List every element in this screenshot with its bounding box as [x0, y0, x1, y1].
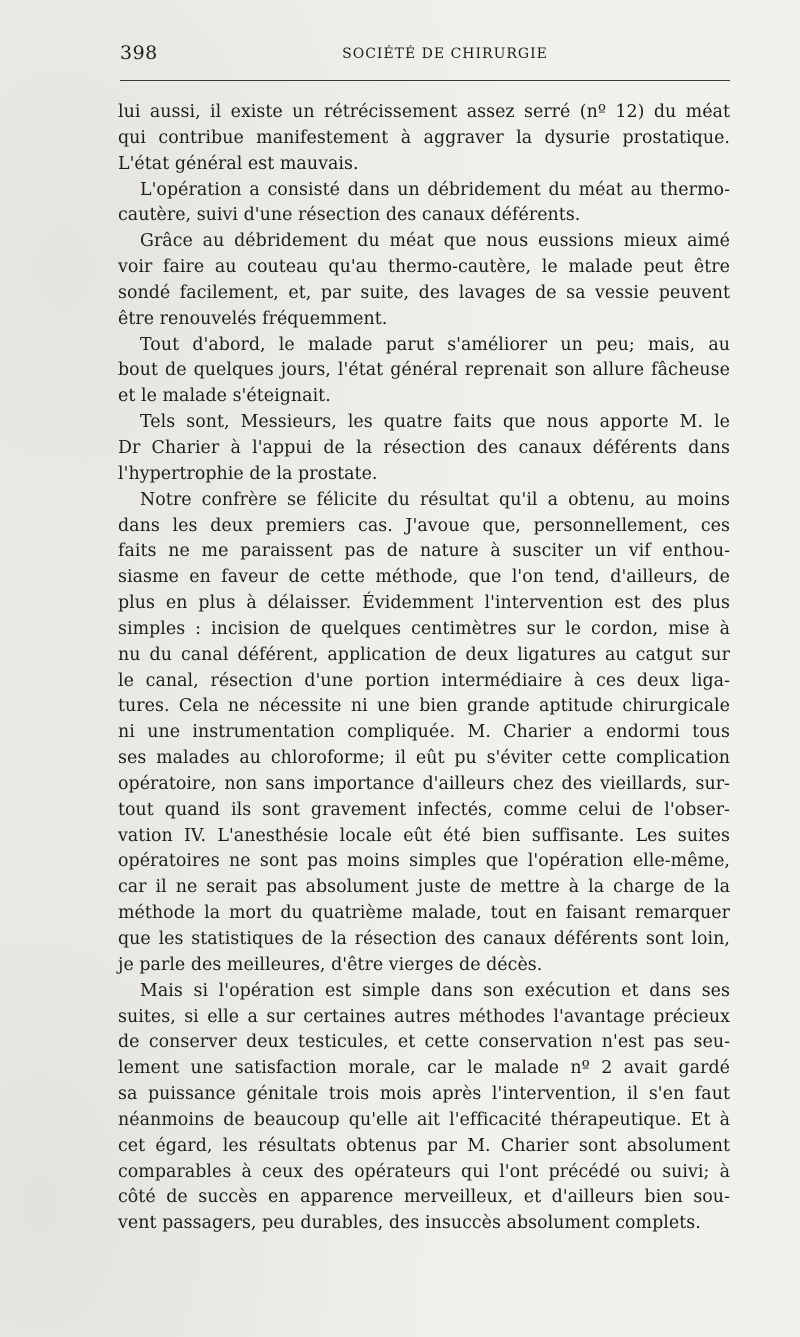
text-line: Grâce au débridement du méat que nous eussions mieux aimé [140, 231, 730, 252]
paragraph [118, 178, 730, 230]
text-line: L'état général est mauvais. [118, 153, 359, 174]
text-line: siasme en faveur de cette méthode, que l'on tend, d'ailleurs, de [118, 567, 730, 588]
text-line: comparables à ceux des opérateurs qui l'ont précédé ou suivi; à [118, 1161, 730, 1182]
text-line: Tels sont, Messieurs, les quatre faits que nous apporte M. le [140, 412, 730, 433]
text-line: le canal, résection d'une portion intermédiaire à ces deux liga- [118, 670, 730, 691]
page-number: 398 [120, 42, 158, 64]
paragraph [118, 488, 730, 979]
text-line: de conserver deux testicules, et cette conservation n'est pas seu- [118, 1032, 730, 1053]
header-rule [120, 80, 730, 81]
text-line: vation IV. L'anesthésie locale eût été bien suffisante. Les suites [118, 825, 730, 846]
text-line: bout de quelques jours, l'état général reprenait son allure fâcheuse [118, 360, 730, 381]
text-line: Mais si l'opération est simple dans son exécution et dans ses [140, 980, 730, 1001]
text-line: ni une instrumentation compliquée. M. Charier a endormi tous [118, 722, 730, 743]
text-line: nu du canal déférent, application de deux ligatures au catgut sur [118, 644, 730, 665]
text-line: qui contribue manifestement à aggraver la dysurie prostatique. [118, 127, 730, 148]
text-line: cautère, suivi d'une résection des canaux déférents. [118, 205, 581, 226]
text-line: que les statistiques de la résection des canaux déférents sont loin, [118, 929, 730, 949]
paragraph [118, 100, 730, 178]
page-header [120, 38, 730, 78]
text-line: vent passagers, peu durables, des insuccès absolument complets. [118, 1213, 701, 1234]
text-line: côté de succès en apparence merveilleux, et d'ailleurs bien sou- [118, 1187, 730, 1208]
text-line: l'hypertrophie de la prostate. [118, 463, 378, 484]
text-line: lement une satisfaction morale, car le malade nº 2 avait gardé [118, 1058, 730, 1079]
running-title: SOCIÉTÉ DE CHIRURGIE [342, 46, 548, 62]
text-line: plus en plus à délaisser. Évidemment l'intervention est des plus [118, 593, 730, 614]
text-line: dans les deux premiers cas. J'avoue que, personnellement, ces [118, 515, 730, 536]
text-line: méthode la mort du quatrième malade, tout en faisant remarquer [118, 903, 730, 924]
paragraph [118, 410, 730, 488]
body-text [118, 100, 730, 1237]
paragraph [118, 229, 730, 332]
text-line: sondé facilement, et, par suite, des lavages de sa vessie peuvent [118, 282, 730, 303]
paragraph [118, 333, 730, 411]
text-line: L'opération a consisté dans un débridement du méat au thermo- [140, 179, 730, 200]
text-line: car il ne serait pas absolument juste de mettre à la charge de la [118, 877, 730, 898]
text-line: tures. Cela ne nécessite ni une bien grande aptitude chirurgicale [118, 696, 730, 717]
text-line: tout quand ils sont gravement infectés, comme celui de l'obser- [118, 799, 730, 820]
text-line: lui aussi, il existe un rétrécissement assez serré (nº 12) du méat [118, 102, 730, 122]
text-line: opératoires ne sont pas moins simples que l'opération elle-même, [118, 851, 730, 872]
text-line: cet égard, les résultats obtenus par M. Charier sont absolument [118, 1135, 730, 1156]
text-line: être renouvelés fréquemment. [118, 308, 388, 329]
text-line: sa puissance génitale trois mois après l'intervention, il s'en faut [118, 1084, 730, 1105]
text-line: Tout d'abord, le malade parut s'améliorer un peu; mais, au [140, 334, 730, 355]
text-line: suites, si elle a sur certaines autres méthodes l'avantage précieux [118, 1006, 730, 1027]
text-line: opératoire, non sans importance d'ailleurs chez des vieillards, sur- [118, 773, 730, 794]
text-line: voir faire au couteau qu'au thermo-cautère, le malade peut être [118, 257, 730, 278]
text-line: néanmoins de beaucoup qu'elle ait l'efficacité thérapeutique. Et à [118, 1109, 730, 1130]
text-line: je parle des meilleures, d'être vierges de décès. [118, 954, 543, 975]
text-line: et le malade s'éteignait. [118, 386, 331, 407]
text-line: ses malades au chloroforme; il eût pu s'éviter cette complication [118, 748, 730, 769]
text-line: Dr Charier à l'appui de la résection des canaux déférents dans [118, 437, 730, 458]
text-line: faits ne me paraissent pas de nature à susciter un vif enthou- [118, 541, 730, 562]
paragraph [118, 979, 730, 1237]
text-line: Notre confrère se félicite du résultat qu'il a obtenu, au moins [140, 489, 730, 510]
text-line: simples : incision de quelques centimètres sur le cordon, mise à [118, 618, 730, 639]
